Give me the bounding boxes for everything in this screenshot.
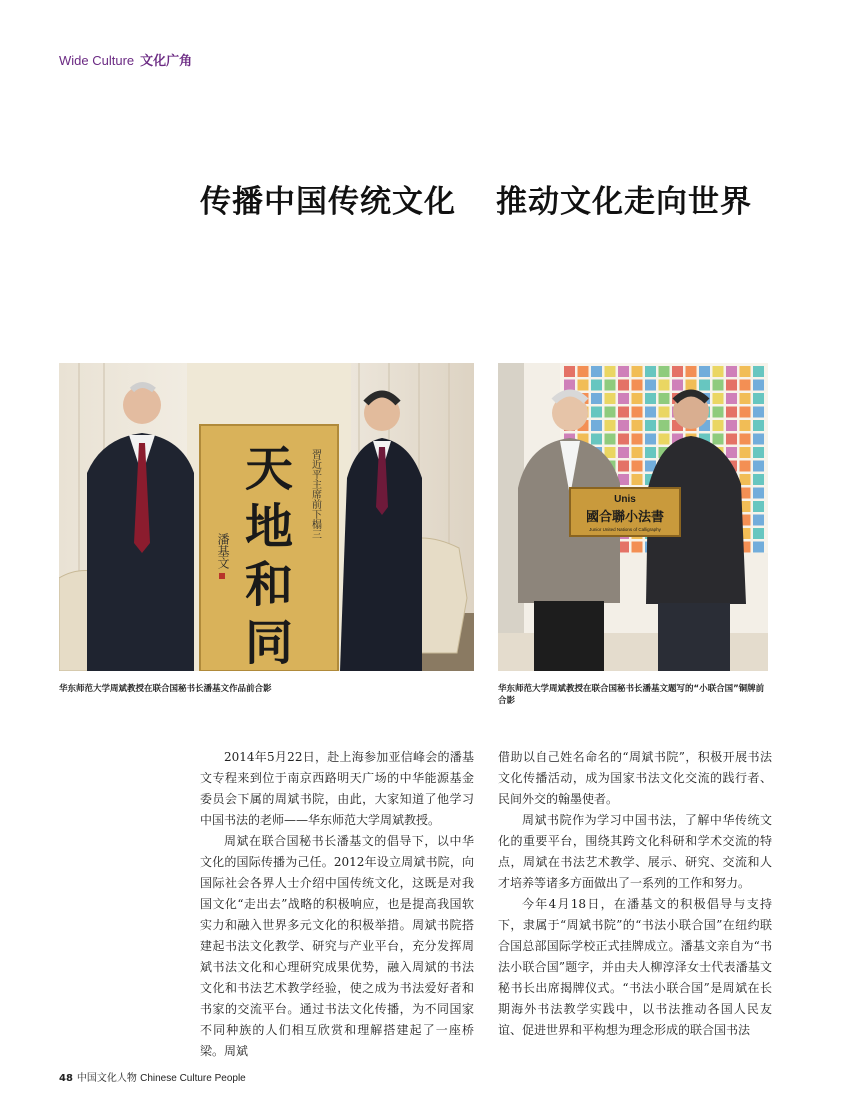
- section-tag-en: Wide Culture: [59, 53, 135, 68]
- plaque-english: Junior United Nations of Calligraphy: [589, 527, 661, 532]
- headline-part-1: 传播中国传统文化: [200, 184, 456, 220]
- paragraph: 周斌在联合国秘书长潘基文的倡导下，以中华文化的国际传播为己任。2012年设立周斌书院，向国际社会各界人士介绍中国传统文化，这既是对我国文化“走出去”战略的积极响应，也是提高我国软实力和融入世界多元文化的积极举措。周斌书院搭建起书法文化教学、研究与产业平台，充分发挥周斌书法文化和心理研究成果优势，融入周斌的书法文化和书法艺术教学经验，使之成为书法爱好者和书家的交流平台。通过书法文化传播，为不同国家不同种族的人们相互欣赏和理解搭建起了一座桥梁。周斌: [200, 834, 474, 1058]
- caption-photo-2: 华东师范大学周斌教授在联合国秘书长潘基文题写的“小联合国”铜牌前合影: [498, 684, 765, 706]
- article-column-left: [200, 747, 474, 1062]
- photo-calligraphy-scroll: [59, 363, 474, 671]
- paragraph: 周斌书院作为学习中国书法，了解中华传统文化的重要平台，围绕其跨文化科研和学术交流的特点，周斌在书法艺术教学、展示、研究、交流和人才培养等诸多方面做出了一系列的工作和努力。: [498, 813, 772, 890]
- section-tag: [59, 50, 192, 69]
- scroll-char-4: 同: [244, 615, 294, 671]
- paragraph: 借助以自己姓名命名的“周斌书院”，积极开展书法文化传播活动，成为国家书法文化交流的践行者、民间外交的翰墨使者。: [498, 750, 772, 806]
- scroll-char-1: 天: [244, 441, 294, 497]
- plaque-title: 國合聯小法書: [585, 510, 665, 525]
- photo-plaque: [498, 363, 768, 671]
- section-tag-zh: 文化广角: [140, 54, 193, 69]
- article-headline: [200, 176, 780, 221]
- scroll-signature: 潘基文: [216, 533, 230, 569]
- plaque-logo: Unis: [614, 494, 636, 505]
- magazine-name-zh: 中国文化人物: [76, 1073, 137, 1084]
- page-number: 48: [59, 1073, 73, 1084]
- scroll-inscription: 習近平主席前下榻三: [309, 449, 321, 539]
- magazine-name-en: Chinese Culture People: [140, 1073, 246, 1084]
- scroll-char-3: 和: [244, 557, 294, 613]
- paragraph: 今年4月18日，在潘基文的积极倡导与支持下，隶属于“周斌书院”的“书法小联合国”在纽约联合国总部国际学校正式挂牌成立。潘基文亲自为“书法小联合国”题字，并由夫人柳淳泽女士代表潘基文秘书长出席揭牌仪式。“书法小联合国”是周斌在长期海外书法教学实践中，以书法推动各国人民友谊、促进世界和平构想为理念形成的联合国书法: [498, 897, 772, 1037]
- paragraph: 2014年5月22日，赴上海参加亚信峰会的潘基文专程来到位于南京西路明天广场的中华能源基金委员会下属的周斌书院，由此，大家知道了他学习中国书法的老师——华东师范大学周斌教授。: [200, 750, 474, 827]
- scroll-char-2: 地: [244, 499, 294, 555]
- headline-part-2: 推动文化走向世界: [496, 184, 752, 220]
- page-footer: [59, 1069, 246, 1084]
- article-column-right: [498, 747, 772, 1041]
- seal-stamp: [219, 573, 225, 579]
- caption-photo-1: 华东师范大学周斌教授在联合国秘书长潘基文作品前合影: [59, 684, 272, 694]
